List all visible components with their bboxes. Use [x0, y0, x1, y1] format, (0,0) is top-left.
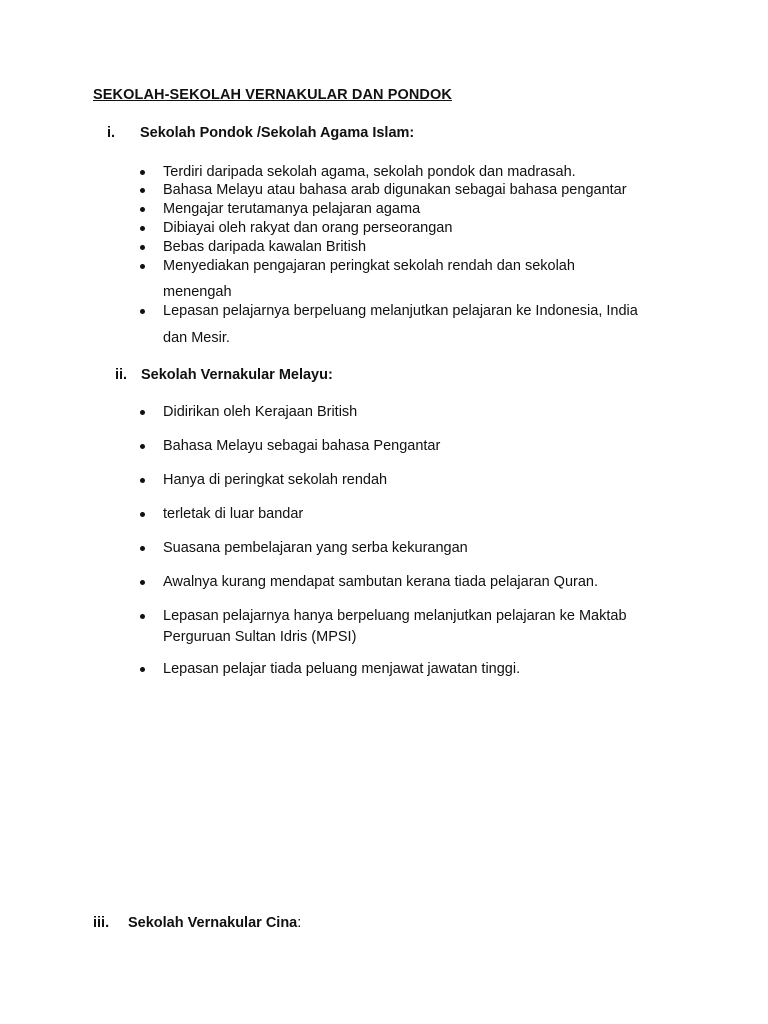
list-item-text: Mengajar terutamanya pelajaran agama — [163, 201, 421, 217]
list-item-text: terletak di luar bandar — [163, 506, 304, 522]
bullet-icon — [140, 614, 145, 619]
bullet-icon — [140, 512, 145, 517]
bullet-icon — [140, 546, 145, 551]
list-item-text: Awalnya kurang mendapat sambutan kerana tiada pelajaran Quran. — [163, 574, 599, 590]
bullet-icon — [140, 170, 145, 175]
bullet-icon — [140, 264, 145, 269]
section-title-colon: : — [297, 915, 302, 931]
list-item-text-continued: menengah — [163, 284, 232, 300]
bullet-icon — [140, 207, 145, 212]
list-item-text: Didirikan oleh Kerajaan British — [163, 404, 358, 420]
bullet-icon — [140, 444, 145, 449]
list-item-text: Terdiri daripada sekolah agama, sekolah pondok dan madrasah. — [163, 164, 576, 180]
bullet-icon — [140, 667, 145, 672]
list-item-text: Suasana pembelajaran yang serba kekurangan — [163, 540, 468, 556]
bullet-icon — [140, 410, 145, 415]
section-title: Sekolah Pondok /Sekolah Agama Islam: — [140, 125, 415, 141]
section-title: Sekolah Vernakular Melayu: — [141, 367, 333, 383]
list-item-text: Dibiayai oleh rakyat dan orang perseorangan — [163, 220, 453, 236]
section-title: Sekolah Vernakular Cina — [128, 915, 298, 931]
list-item-text-continued: dan Mesir. — [163, 330, 230, 346]
bullet-icon — [140, 226, 145, 231]
section-number: i. — [107, 125, 116, 141]
bullet-icon — [140, 580, 145, 585]
list-item-text: Lepasan pelajarnya hanya berpeluang melanjutkan pelajaran ke Maktab — [163, 608, 627, 624]
section-number: ii. — [115, 367, 128, 383]
list-item-text: Lepasan pelajar tiada peluang menjawat jawatan tinggi. — [163, 661, 521, 677]
bullet-icon — [140, 245, 145, 250]
bullet-icon — [140, 309, 145, 314]
list-item-text-continued: Perguruan Sultan Idris (MPSI) — [163, 629, 357, 645]
bullet-icon — [140, 188, 145, 193]
section-number: iii. — [93, 915, 110, 931]
bullet-icon — [140, 478, 145, 483]
list-item-text: Lepasan pelajarnya berpeluang melanjutkan pelajaran ke Indonesia, India — [163, 303, 638, 319]
list-item-text: Bahasa Melayu atau bahasa arab digunakan sebagai bahasa pengantar — [163, 182, 627, 198]
document-title: SEKOLAH-SEKOLAH VERNAKULAR DAN PONDOK — [93, 87, 452, 103]
list-item-text: Bebas daripada kawalan British — [163, 239, 367, 255]
list-item-text: Bahasa Melayu sebagai bahasa Pengantar — [163, 438, 441, 454]
list-item-text: Hanya di peringkat sekolah rendah — [163, 472, 388, 488]
list-item-text: Menyediakan pengajaran peringkat sekolah rendah dan sekolah — [163, 258, 575, 274]
